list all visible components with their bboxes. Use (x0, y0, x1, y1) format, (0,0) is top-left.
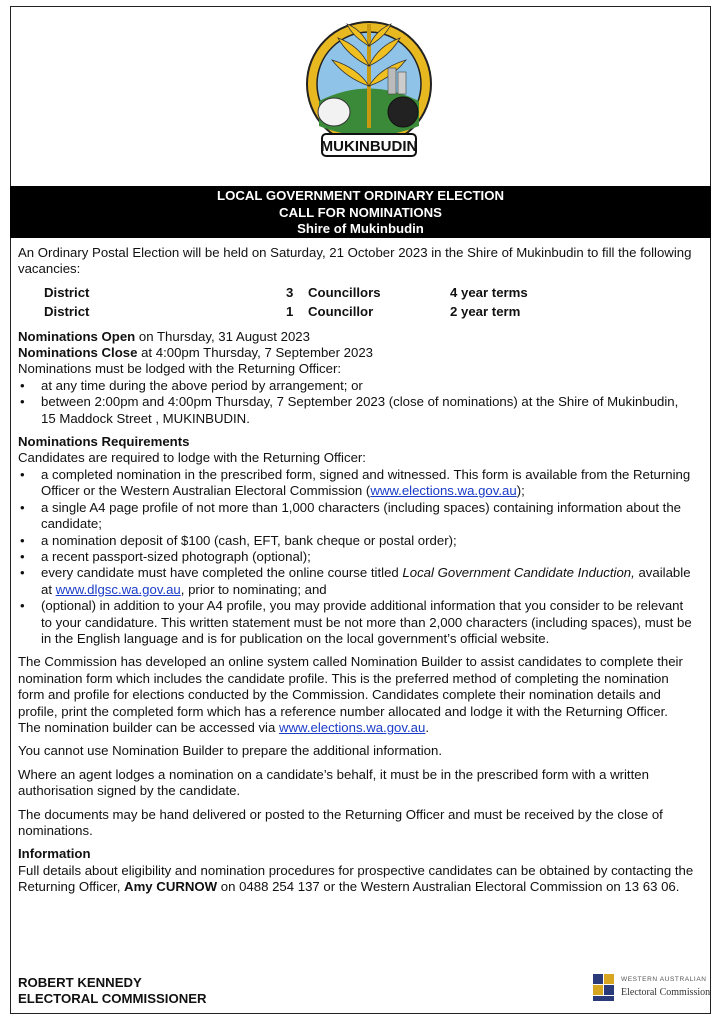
header-subtitle: CALL FOR NOMINATIONS (279, 204, 442, 220)
waec-logo-line2: Electoral Commission (621, 987, 711, 998)
requirement-text-end: ); (516, 483, 525, 499)
list-item (18, 467, 694, 500)
elections-link[interactable]: www.elections.wa.gov.au (370, 483, 517, 499)
vacancy-count: 1 (286, 304, 294, 320)
builder-paragraph (18, 654, 694, 736)
vacancy-count: 3 (286, 284, 294, 300)
builder-text: The Commission has developed an online system called Nomination Builder to assist candidates to complete their nomination form which includes the candidate profile. This is the preferred method of completing the nomination form and profile for elections conducted by the Commission. Candidates complete their nomination details and profile, print the completed form which has a reference number allocated and lodge it with the Returning Officer. The nomination builder can be accessed via (18, 654, 683, 735)
builder-link[interactable]: www.elections.wa.gov.au (278, 719, 426, 735)
dlgsc-link[interactable]: www.dlgsc.wa.gov.au (55, 581, 181, 597)
requirement-text-mid: available at (41, 565, 691, 597)
information-heading: Information (18, 846, 91, 862)
vacancy-area: District (44, 304, 90, 320)
lodge-bullets (18, 378, 694, 427)
crest-name-text: MUKINBUDIN (320, 138, 418, 155)
list-item: • a nomination deposit of $100 (cash, EFT, bank cheque or postal order); (18, 533, 694, 549)
commissioner-title: ELECTORAL COMMISSIONER (18, 991, 207, 1007)
documents-paragraph: The documents may be hand delivered or posted to the Returning Officer and must be received by the close of nominations. (18, 806, 663, 838)
vacancy-area: District (44, 284, 90, 300)
commissioner-name: ROBERT KENNEDY (18, 975, 142, 990)
header-shire: Shire of Mukinbudin (297, 221, 424, 236)
nominations-open-label: Nominations Open (18, 328, 136, 344)
information-text: Full details about eligibility and nomination procedures for prospective candidates can be obtained by contacting the Returning Officer, (18, 862, 694, 895)
list-item: • between 2:00pm and 4:00pm Thursday, 7 September 2023 (close of nominations) at the Shire of Mukinbudin, 15 Maddock Street , MUKINBUDIN. (18, 394, 694, 427)
vacancy-term: 2 year term (450, 304, 521, 320)
list-item: • (optional) in addition to your A4 profile, you may provide additional information that you consider to be relevant to your candidature. This written statement must be not more than 2,000 characters (including spaces), must be in the English language and is for publication on the local government’s official website. (18, 598, 694, 647)
nominations-dates (18, 329, 694, 378)
requirement-text: every candidate must have completed the online course titled (41, 565, 403, 581)
course-title: Local Government Candidate Induction, (402, 565, 635, 581)
header-title: LOCAL GOVERNMENT ORDINARY ELECTION (217, 188, 504, 203)
requirements-list (18, 467, 694, 647)
waec-logo (591, 970, 711, 1006)
list-item: • a single A4 page profile of not more than 1,000 characters (including spaces) containing information about the candidate; (18, 500, 694, 533)
agent-paragraph: Where an agent lodges a nomination on a candidate’s behalf, it must be in the prescribed form with a written authorisation signed by the candidate. (18, 766, 649, 799)
requirements-intro: Candidates are required to lodge with the Returning Officer: (18, 450, 366, 466)
header-banner (10, 186, 711, 238)
requirement-text: a completed nomination in the prescribed form, signed and witnessed. This form is available from the Returning Officer or the Western Australian Electoral Commission ( (41, 466, 691, 499)
nominations-close-label: Nominations Close (18, 345, 138, 361)
requirements-heading: Nominations Requirements (18, 434, 190, 450)
builder-note-paragraph: You cannot use Nomination Builder to prepare the additional information. (18, 743, 442, 759)
requirement-text-end: , prior to nominating; and (180, 581, 327, 597)
vacancy-term: 4 year terms (450, 284, 528, 300)
builder-text-end: . (425, 719, 430, 735)
nominations-close-text: at 4:00pm Thursday, 7 September 2023 (137, 345, 374, 361)
intro-paragraph: An Ordinary Postal Election will be held on Saturday, 21 October 2023 in the Shire of Mukinbudin to fill the following vacancies: (18, 245, 692, 277)
notice-body (18, 245, 694, 903)
information-text-end: on 0488 254 137 or the Western Australian Electoral Commission on 13 63 06. (217, 879, 680, 895)
information-paragraph (18, 863, 694, 896)
vacancy-role: Councillors (308, 284, 381, 300)
lodge-text: Nominations must be lodged with the Returning Officer: (18, 361, 342, 377)
returning-officer-name: Amy CURNOW (124, 879, 218, 895)
nominations-open-text: on Thursday, 31 August 2023 (135, 328, 310, 344)
list-item: • at any time during the above period by arrangement; or (18, 378, 694, 394)
list-item (18, 565, 694, 598)
signature-block (18, 975, 207, 1008)
vacancy-role: Councillor (308, 304, 374, 320)
list-item: • a recent passport-sized photograph (optional); (18, 549, 694, 565)
waec-logo-line1: WESTERN AUSTRALIAN (621, 976, 707, 983)
shire-crest-logo (302, 16, 436, 162)
vacancies-table (44, 285, 694, 321)
waec-emblem-icon (591, 970, 617, 1004)
